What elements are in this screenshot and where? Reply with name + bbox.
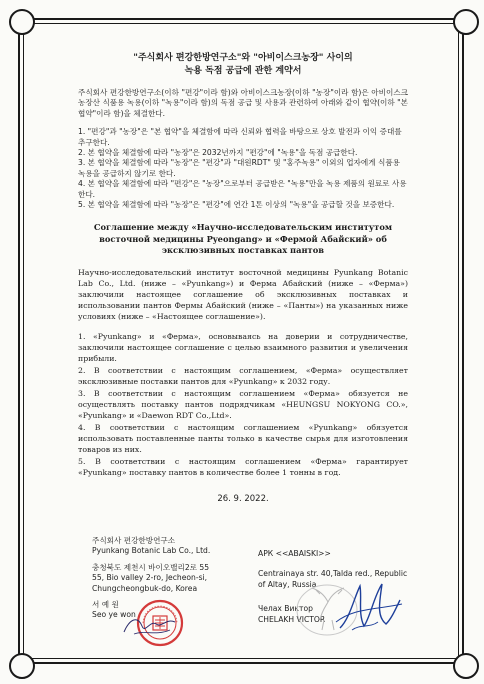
korean-clause: 1. "편강"과 "농장"은 "본 협약"을 체결함에 따라 신뢰와 협력을 바탕으로 상호 발전과 이익 증대를 추구한다. bbox=[78, 127, 402, 147]
left-company-ko: 주식회사 편강한방연구소 bbox=[92, 536, 176, 545]
russian-intro: Научно-исследовательский институт восточной медицины Pyunkang Botanic Lab Co., Ltd. (ниже – «Pyunkang») и Ферма Абайский (ниже – «Ферма») заключили настоящее соглашение об эксклюзивных поставках и использовании пантов Фермы Абайский (ниже – «Панты») на указанных ниже условиях (ниже – «Настоящее соглашение»). bbox=[78, 267, 408, 321]
russian-clause: 2. В соответствии с настоящим соглашением, «Ферма» осуществляет эксклюзивные поставки пантов для «Pyunkang» к 2032 году. bbox=[78, 365, 408, 386]
korean-title-line-1: "주식회사 편강한방연구소"와 "아비이스크농장" 사이의 bbox=[133, 53, 353, 63]
left-signature bbox=[120, 612, 180, 640]
left-name-en: Seo ye won bbox=[92, 610, 136, 620]
left-address-ko: 충청북도 제천시 바이오밸리2로 55 bbox=[92, 562, 210, 572]
korean-clause: 2. 본 협약을 체결함에 따라 "농장"은 2032년까지 "편강"에 "녹용"을 독점 공급한다. bbox=[78, 148, 358, 158]
russian-title: Соглашение между «Научно-исследовательским институтом восточной медицины Pyeongang» и «Фермой Абайский» об эксклюзивных поставках пантов bbox=[93, 222, 393, 256]
right-address-1: Centrainaya str. 40,Talda red., Republic bbox=[258, 569, 408, 579]
russian-clause: 5. В соответствии с настоящим соглашением «Ферма» гарантирует «Pyunkang» поставку пантов в количестве более 1 тонны в год. bbox=[78, 456, 408, 477]
border-corner-ornament bbox=[9, 9, 35, 35]
border-corner-ornament bbox=[453, 653, 479, 679]
korean-title-line-2: 녹용 독점 공급에 관한 계약서 bbox=[184, 66, 302, 76]
korean-title bbox=[78, 52, 408, 78]
border-corner-ornament bbox=[9, 653, 35, 679]
border-corner-ornament bbox=[453, 9, 479, 35]
right-name-en: CHELAKH VICTOR bbox=[258, 614, 326, 624]
right-name-ru: Челах Виктор bbox=[258, 604, 313, 614]
left-company-en: Pyunkang Botanic Lab Co., Ltd. bbox=[92, 546, 211, 556]
document-body bbox=[78, 50, 408, 504]
signing-date: 26. 9. 2022. bbox=[217, 493, 269, 504]
right-company: АРК <<ABAISKI>> bbox=[258, 549, 331, 558]
russian-clause: 4. В соответствии с настоящим соглашением «Pyunkang» обязуется использовать поставленные панты только в качестве сырья для изготовления товаров из них. bbox=[78, 422, 408, 454]
russian-clause: 1. «Pyunkang» и «Ферма», основываясь на доверии и сотрудничестве, заключили настоящее соглашение с целью взаимного развития и увеличения прибыли. bbox=[78, 331, 408, 363]
russian-clause-list bbox=[78, 331, 408, 478]
right-signature bbox=[330, 578, 405, 638]
korean-clause: 4. 본 협약을 체결함에 따라 "편강"은 "농장"으로부터 공급받은 "녹용"만을 녹용 제품의 원료로 사용한다. bbox=[78, 179, 407, 199]
left-name-ko: 서 예 원 bbox=[92, 600, 119, 610]
korean-intro: 주식회사 편강한방연구소(이하 "편강"이라 함)와 아비이스크농장(이하 "농장"이라 함)은 아비이스크농장산 식품용 녹용(이하 "녹용"이라 함)의 독점 공급 및 사용과 관련하여 아래와 같이 협약(이하 "본 협약"이라 함)을 체결한다. bbox=[78, 88, 408, 118]
left-address-en-2: Chungcheongbuk-do, Korea bbox=[92, 583, 198, 593]
korean-clause-list bbox=[78, 127, 408, 210]
korean-clause: 3. 본 협약을 체결함에 따라 "농장"은 "편강"과 "대원RDT" 및 "홍주녹용" 이외의 업자에게 식품용 녹용을 공급하지 않기로 한다. bbox=[78, 158, 400, 178]
right-address-2: of Altay, Russia bbox=[258, 579, 317, 589]
left-address-en-1: 55, Bio valley 2-ro, Jecheon-si, bbox=[92, 573, 208, 583]
korean-clause: 5. 본 협약을 체결함에 따라 "농장"은 "편강"에 연간 1톤 이상의 "녹용"을 공급할 것을 보증한다. bbox=[78, 200, 395, 210]
russian-clause: 3. В соответствии с настоящим соглашением «Ферма» обязуется не осуществлять поставку пантов подрядчикам «HEUNGSU NOKYONG CO.», «Pyunkang» и «Daewon RDT Co.,Ltd». bbox=[78, 388, 408, 420]
